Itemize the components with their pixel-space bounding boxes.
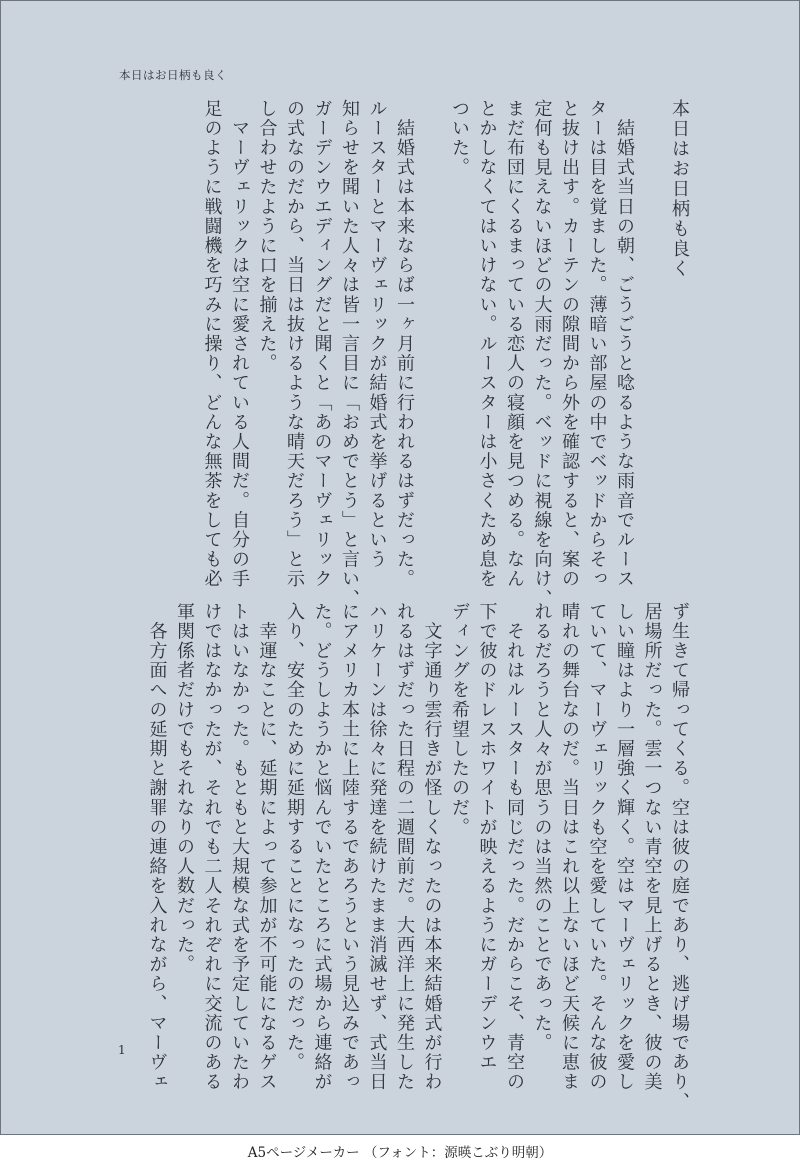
text-line: トはいなかった。もともと大規模な式を予定していたわ — [229, 602, 250, 1092]
text-line: ず生きて帰ってくる。空は彼の庭であり、逃げ場であり、 — [669, 602, 690, 1112]
text-line: 文字通り雲行きが怪しくなったのは本来結婚式が行わ — [421, 602, 443, 1092]
text-line: 知らせを聞いた人々は皆一言目に「おめでとう」と言い、 — [339, 99, 360, 609]
text-line: れるだろうと人々が思うのは当然のことであった。 — [531, 602, 553, 1053]
text-line: 幸運なことに、延期によって参加が不可能になるゲス — [256, 602, 278, 1092]
text-line: 下で彼のドレスホワイトが映えるようにガーデンウエ — [476, 602, 498, 1073]
text-line: ハリケーンは徐々に発達を続けたまま消滅せず、式当日 — [366, 602, 388, 1092]
text-line: の式なのだから、当日は抜けるような晴天だろう」と示 — [284, 99, 305, 589]
text-line: 定何も見えないほどの大雨だった。ベッドに視線を向け、 — [531, 99, 553, 609]
text-line: た。どうしようかと悩んでいたところに式場から連絡が — [311, 602, 333, 1092]
text-line: 結婚式当日の朝、ごうごうと唸るような雨音でルース — [614, 99, 635, 589]
text-line: とかしなくてはいけない。ルースターは小さくため息を — [476, 99, 498, 589]
running-head: 本日はお日柄も良く — [119, 68, 227, 82]
text-line: けではなかったが、それでも二人それぞれに交流のある — [201, 602, 223, 1092]
text-line: 入り、安全のために延期することになったのだった。 — [284, 602, 305, 1073]
text-line — [638, 99, 666, 546]
text-line: まだ布団にくるまっている恋人の寝顔を見つめる。なん — [504, 99, 525, 589]
text-line: ディングを希望したのだ。 — [449, 602, 470, 838]
text-line: 足のように戦闘機を巧みに操り、どんな無茶をしても必 — [201, 99, 223, 589]
text-line — [418, 99, 446, 546]
text-line: ルースターとマーヴェリックが結婚式を挙げるという — [366, 99, 388, 570]
text-line: マーヴェリックは空に愛されている人間だ。自分の手 — [229, 99, 250, 589]
text-line: ガーデンウエディングだと聞くと「あのマーヴェリック — [311, 99, 333, 589]
text-line: しい瞳はより一層強く輝く。空はマーヴェリックを愛し — [614, 602, 635, 1092]
text-line: し合わせたように口を揃えた。 — [256, 99, 278, 374]
text-line: ターは目を覚ました。薄暗い部屋の中でベッドからそっ — [586, 99, 608, 589]
text-line: 各方面への延期と謝罪の連絡を入れながら、マーヴェ — [146, 602, 168, 1092]
text-line: と抜け出す。カーテンの隙間から外を確認すると、案の — [559, 99, 580, 589]
text-line: れるはずだった日程の二週間前だ。大西洋上に発生した — [394, 602, 415, 1092]
lower-text-block — [143, 602, 693, 1112]
story-title: 本日はお日柄も良く — [669, 99, 690, 279]
text-line: ていて、マーヴェリックも空を愛していた。そんな彼の — [586, 602, 608, 1092]
text-line: 居場所だった。雲一つない青空を見上げるとき、彼の美 — [641, 602, 663, 1092]
text-line: 軍関係者だけでもそれなりの人数だった。 — [174, 602, 195, 975]
text-line: 結婚式は本来ならば一ヶ月前に行われるはずだった。 — [394, 99, 415, 589]
text-line: 晴れの舞台なのだ。当日はこれ以上ないほど天候に恵ま — [559, 602, 580, 1092]
text-line: ついた。 — [449, 99, 470, 178]
text-line: にアメリカ本土に上陸するであろうという見込みであっ — [339, 602, 360, 1092]
page-number: 1 — [118, 1043, 126, 1057]
footer-caption: A5ページメーカー （フォント：源暎こぶり明朝） — [247, 1145, 553, 1161]
upper-text-block — [198, 99, 693, 609]
text-line: それはルースターも同じだった。だからこそ、青空の — [504, 602, 525, 1092]
